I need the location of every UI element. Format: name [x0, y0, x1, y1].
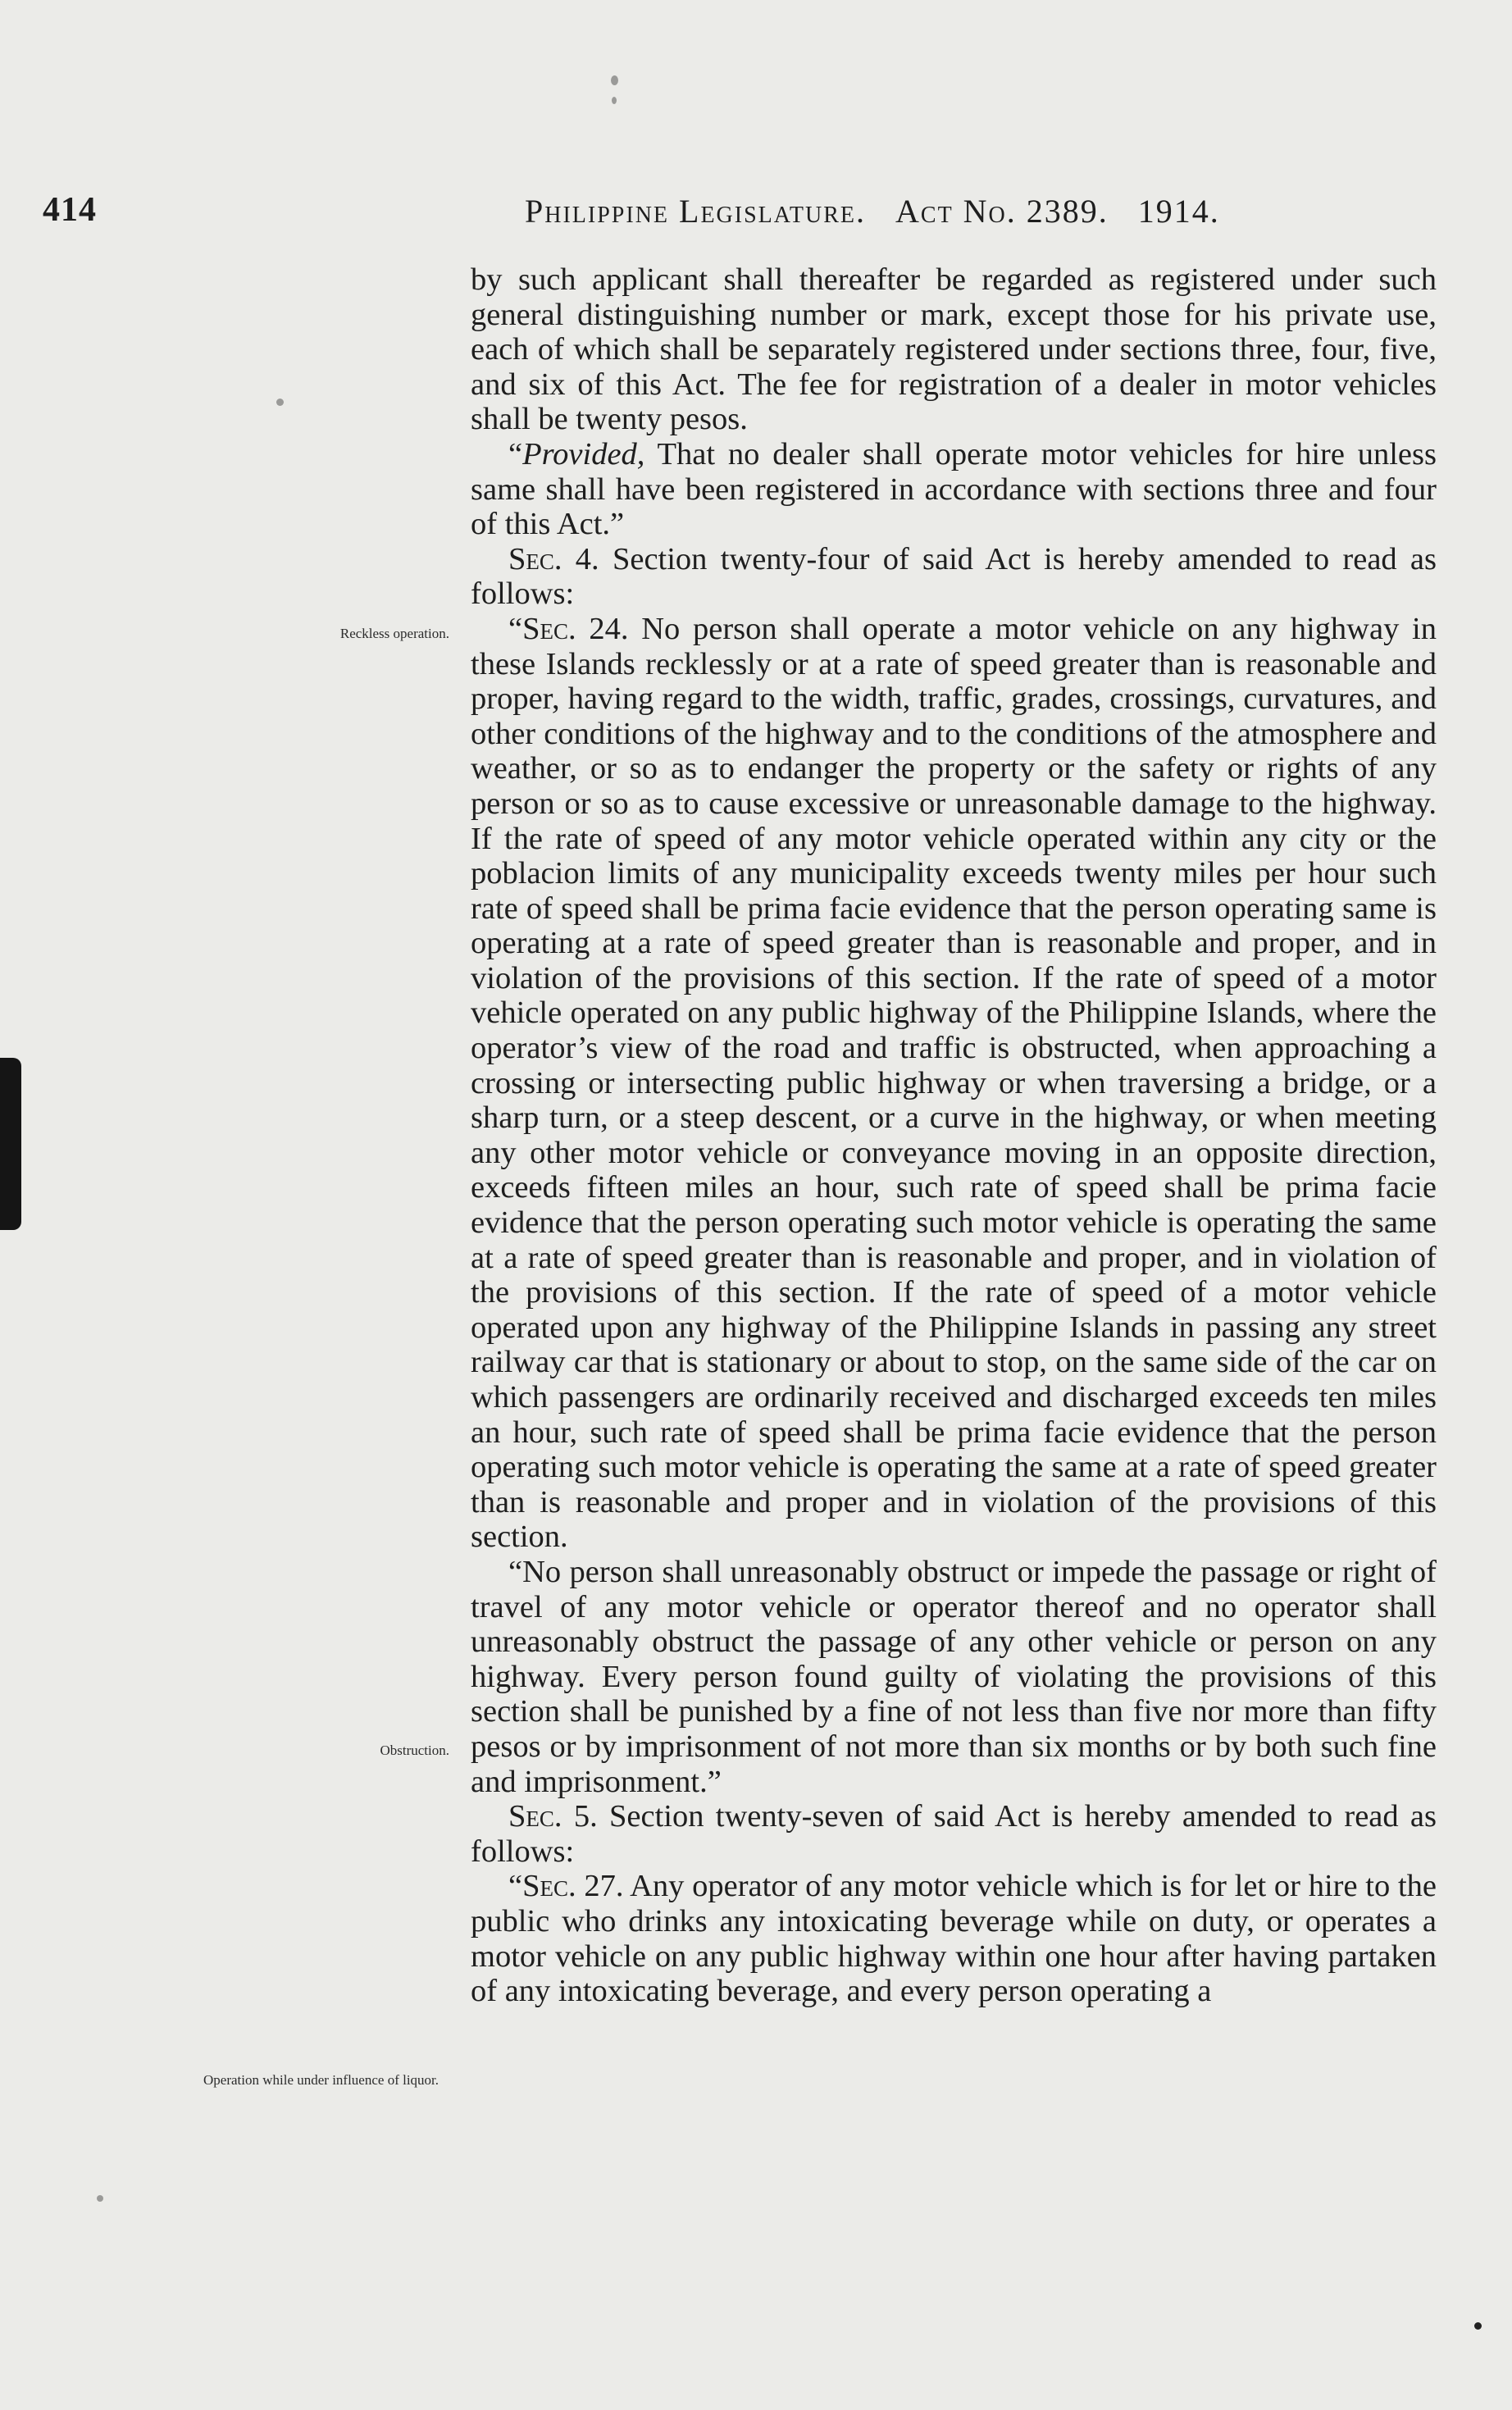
running-head-year: 1914.: [1137, 193, 1220, 230]
scan-speck: [611, 75, 618, 85]
paragraph-sec-24: [471, 612, 1437, 1555]
proviso-text: That no dealer shall operate motor vehicles for hire unless same shall have been registered in accordance with sections three and four of this Act.”: [471, 436, 1437, 542]
proviso-italic: Provided,: [522, 436, 645, 472]
scan-speck: [1474, 2322, 1482, 2330]
section-text: Section twenty-seven of said Act is hereby amended to read as follows:: [471, 1799, 1437, 1869]
page-number: 414: [43, 191, 97, 229]
paragraph-obstruction: “No person shall unreasonably obstruct or impede the passage or right of travel of any motor vehicle or operator thereof and no operator shall unreasonably obstruct the passage of any other vehicle or person on any highway. Every person found guilty of violating the provisions of this section shall be punished by a fine of not less than five nor more than fifty pesos or by imprisonment of not more than six months or by both such fine and imprisonment.”: [471, 1554, 1437, 1799]
paragraph-dealer-registration: by such applicant shall thereafter be regarded as registered under such general distinguishing number or mark, except those for his private use, each of which shall be separately registered under sections three, four, five, and six of this Act. The fee for registration of a dealer in motor vehicles shall be twenty pesos.: [471, 262, 1437, 437]
section-text: Section twenty-four of said Act is hereby amended to read as follows:: [471, 541, 1437, 612]
scan-speck: [97, 2195, 103, 2202]
running-head-title: Philippine Legislature.: [525, 193, 866, 230]
paragraph-sec-27: [471, 1869, 1437, 2008]
open-quote: “: [508, 1869, 523, 1904]
page-edge-shadow: [0, 1058, 21, 1230]
scan-speck: [276, 399, 284, 406]
section-label: Sec. 24.: [522, 611, 629, 646]
margin-note-obstruction: Obstruction.: [380, 1743, 449, 1758]
running-head-act: Act No. 2389.: [895, 193, 1109, 230]
section-label: Sec. 5.: [508, 1799, 598, 1834]
margin-note-operation-under-liquor: Operation while under influence of liquor.: [203, 2072, 439, 2088]
paragraph-proviso: [471, 437, 1437, 542]
open-quote: “: [508, 436, 523, 472]
paragraph-sec-4: [471, 542, 1437, 612]
section-label: Sec. 4.: [508, 541, 599, 576]
section-label: Sec. 27.: [522, 1869, 624, 1904]
paragraph-sec-5: [471, 1799, 1437, 1869]
scan-speck: [612, 97, 617, 104]
open-quote: “: [508, 611, 523, 646]
section-text: Any operator of any motor vehicle which is for let or hire to the public who drinks any intoxicating beverage while on duty, or operates a motor vehicle on any public highway within one hour after having partaken of any intoxicating beverage, and every person operating a: [471, 1869, 1437, 2009]
margin-note-reckless-operation: Reckless operation.: [339, 626, 449, 641]
running-head: [525, 192, 1361, 230]
statute-body: [471, 262, 1437, 2009]
section-text: No person shall operate a motor vehicle on any highway in these Islands recklessly or at a rate of speed greater than is reasonable and proper, having regard to the width, traffic, grades, crossings, curvatures, and other conditions of the highway and to the conditions of the atmosphere and weather, or so as to endanger the property or the safety or rights of any person or so as to cause excessive or unreasonable damage to the highway. If the rate of speed of any motor vehicle operated within any city or the poblacion limits of any municipality exceeds twenty miles per hour such rate of speed shall be prima facie evidence that the person operating same is operating at a rate of speed greater than is reasonable and proper, and in violation of the provisions of this section. If the rate of speed of a motor vehicle operated on any public highway of the Philippine Islands, where the operator’s view of the road and traffic is obstructed, when approaching a crossing or intersecting public highway or when traversing a bridge, or a sharp turn, or a steep descent, or a curve in the highway, or when meeting any other motor vehicle or conveyance moving in an opposite direction, exceeds fifteen miles an hour, such rate of speed shall be prima facie evidence that the person operating such motor vehicle is operating the same at a rate of speed greater than is reasonable and proper, and in violation of the provisions of this section. If the rate of speed of a motor vehicle operated upon any highway of the Philippine Islands in passing any street railway car that is stationary or about to stop, on the same side of the car on which passengers are ordinarily received and discharged exceeds ten miles an hour, such rate of speed shall be prima facie evidence that the person operating such motor vehicle is operating the same at a rate of speed greater than is reasonable and proper and in violation of the provisions of this section.: [471, 611, 1437, 1555]
